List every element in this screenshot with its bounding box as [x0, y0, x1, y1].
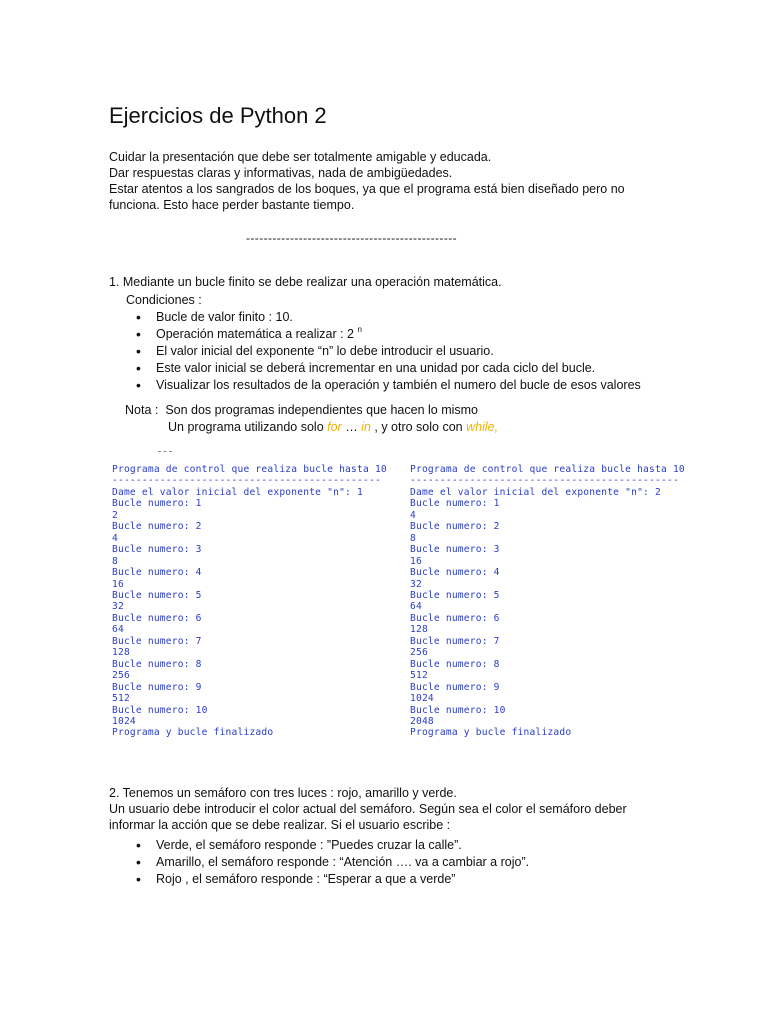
- exercise-2-line: informar la acción que se debe realizar. Si el usuario escribe :: [109, 818, 451, 832]
- console-line: 256: [410, 647, 428, 659]
- console-line: Bucle numero: 10: [112, 704, 208, 716]
- keyword-in: in: [361, 420, 371, 434]
- list-item: [136, 326, 641, 343]
- console-line: Bucle numero: 4: [112, 567, 202, 579]
- console-line: 512: [410, 670, 428, 682]
- list-item-text: Visualizar los resultados de la operación y también el numero del bucle de esos valores: [156, 378, 641, 392]
- console-line: 2: [112, 509, 118, 521]
- list-item-text: Verde, el semáforo responde : ”Puedes cruzar la calle”.: [156, 838, 462, 852]
- exercise-2-paragraph: [109, 785, 627, 833]
- console-line: Bucle numero: 3: [410, 544, 500, 556]
- console-line: ---------------------------------------------: [410, 475, 679, 487]
- console-line: Bucle numero: 2: [112, 521, 202, 533]
- console-line: Dame el valor inicial del exponente "n": 2: [410, 486, 661, 498]
- console-line: ---------------------------------------------: [112, 475, 381, 487]
- intro-line: Dar respuestas claras y informativas, nada de ambigüedades.: [109, 166, 453, 180]
- list-item-text: Este valor inicial se deberá incrementar en una unidad por cada ciclo del bucle.: [156, 361, 596, 375]
- bullet-icon: •: [136, 854, 141, 870]
- console-line: 1024: [112, 715, 136, 727]
- console-line: Programa y bucle finalizado: [410, 727, 572, 739]
- note-line-2: [168, 419, 498, 435]
- keyword-while: while,: [466, 420, 499, 434]
- console-output-2: [410, 464, 685, 739]
- console-line: Bucle numero: 8: [112, 658, 202, 670]
- console-line: 1024: [410, 693, 434, 705]
- console-line: 4: [112, 532, 118, 544]
- console-line: 16: [410, 555, 422, 567]
- console-line: Bucle numero: 4: [410, 567, 500, 579]
- console-line: 64: [112, 624, 124, 636]
- bullet-icon: •: [136, 837, 141, 853]
- console-line: Bucle numero: 9: [112, 681, 202, 693]
- console-line: Programa y bucle finalizado: [112, 727, 274, 739]
- console-line: Programa de control que realiza bucle hasta 10: [112, 464, 387, 475]
- list-item: [136, 871, 529, 888]
- console-output-1: [112, 464, 387, 739]
- console-line: Dame el valor inicial del exponente "n": 1: [112, 486, 363, 498]
- list-item: [136, 377, 641, 394]
- console-line: 256: [112, 670, 130, 682]
- console-line: 16: [112, 578, 124, 590]
- conditions-label: Condiciones :: [126, 293, 202, 307]
- console-line: Bucle numero: 6: [410, 612, 500, 624]
- note-dots: …: [341, 420, 362, 434]
- exponent-superscript: n: [357, 325, 362, 334]
- console-line: 64: [410, 601, 422, 613]
- intro-line: funciona. Esto hace perder bastante tiempo.: [109, 198, 355, 212]
- console-line: Bucle numero: 8: [410, 658, 500, 670]
- console-line: Bucle numero: 1: [112, 498, 202, 510]
- keyword-for: for: [327, 420, 342, 434]
- console-line: 2048: [410, 715, 434, 727]
- console-line: Bucle numero: 7: [410, 635, 500, 647]
- console-line: 128: [410, 624, 428, 636]
- note-text: Un programa utilizando solo: [168, 420, 328, 434]
- console-line: Bucle numero: 9: [410, 681, 500, 693]
- console-line: Bucle numero: 6: [112, 612, 202, 624]
- console-line: 4: [410, 509, 416, 521]
- note-text: Son dos programas independientes que hacen lo mismo: [165, 403, 479, 417]
- note-line-1: [125, 402, 478, 418]
- console-line: 8: [112, 555, 118, 567]
- intro-paragraph: [109, 149, 625, 213]
- console-line: Bucle numero: 5: [112, 589, 202, 601]
- intro-line: Cuidar la presentación que debe ser totalmente amigable y educada.: [109, 150, 492, 164]
- console-line: 32: [112, 601, 124, 613]
- intro-line: Estar atentos a los sangrados de los boques, ya que el programa está bien diseñado pero no: [109, 182, 625, 196]
- list-item: [136, 854, 529, 871]
- list-item-text: Rojo , el semáforo responde : “Esperar a que a verde”: [156, 872, 456, 886]
- note-label: Nota :: [125, 403, 159, 417]
- list-item: [136, 343, 641, 360]
- console-line: 128: [112, 647, 130, 659]
- bullet-icon: •: [136, 343, 141, 359]
- console-line: Bucle numero: 2: [410, 521, 500, 533]
- bullet-icon: •: [136, 326, 141, 342]
- bullet-icon: •: [136, 360, 141, 376]
- list-item-text: Amarillo, el semáforo responde : “Atención …. va a cambiar a rojo”.: [156, 855, 530, 869]
- console-line: 512: [112, 693, 130, 705]
- exercise-1-heading: 1. Mediante un bucle finito se debe realizar una operación matemática.: [109, 275, 502, 289]
- list-item-text: El valor inicial del exponente “n” lo debe introducir el usuario.: [156, 344, 494, 358]
- console-line: Bucle numero: 3: [112, 544, 202, 556]
- note-text: , y otro solo con: [370, 420, 467, 434]
- list-item: [136, 360, 641, 377]
- list-item: [136, 309, 641, 326]
- exercise-2-heading: 2. Tenemos un semáforo con tres luces : rojo, amarillo y verde.: [109, 786, 457, 800]
- console-line: Bucle numero: 5: [410, 589, 500, 601]
- separator-line: ------------------------------------------------: [246, 231, 458, 245]
- console-line: Bucle numero: 10: [410, 704, 506, 716]
- exercise-2-line: Un usuario debe introducir el color actual del semáforo. Según sea el color el semáforo deber: [109, 802, 627, 816]
- console-line: Bucle numero: 1: [410, 498, 500, 510]
- bullet-icon: •: [136, 871, 141, 887]
- page-title: Ejercicios de Python 2: [109, 103, 327, 128]
- cropped-edge-mark: [158, 451, 172, 454]
- console-line: 32: [410, 578, 422, 590]
- bullet-icon: •: [136, 309, 141, 325]
- list-item-text: Bucle de valor finito : 10.: [156, 310, 293, 324]
- console-line: Bucle numero: 7: [112, 635, 202, 647]
- console-line: Programa de control que realiza bucle hasta 10: [410, 464, 685, 475]
- bullet-icon: •: [136, 377, 141, 393]
- exercise-2-list: [136, 837, 529, 888]
- exercise-1-conditions-list: [136, 309, 641, 394]
- list-item: [136, 837, 529, 854]
- console-line: 8: [410, 532, 416, 544]
- list-item-text: Operación matemática a realizar : 2: [156, 327, 358, 341]
